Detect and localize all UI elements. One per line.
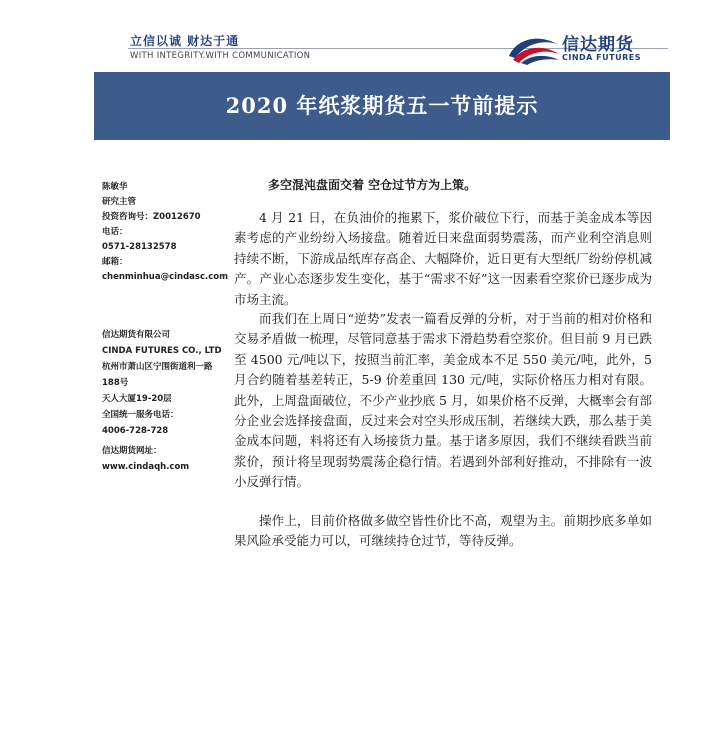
page-title: 2020 年纸浆期货五一节前提示 — [225, 93, 539, 118]
company-name: 信达期货有限公司 — [102, 330, 171, 340]
analyst-role: 研究主管 — [102, 197, 137, 207]
paragraph-1: 4 月 21 日，在负油价的拖累下，浆价破位下行，而基于美金成本等因素考虑的产业纷纷入场接盘。随着近日来盘面弱势震荡，而产业利空消息则持续不断，下游成品纸库存高企、大幅降价，近日更有大型纸厂纷纷停机减产。产业心态逐步发生变化，基于“需求不好”这一因素看空浆价已逐步成为市场主流。 — [234, 210, 652, 307]
paragraph-2: 而我们在上周日“逆势”发表一篇看反弹的分析，对于当前的相对价格和交易矛盾做一梳理，尽管同意基于需求下滑趋势看空浆价。但目前 9 月已跌至 4500 元/吨以下，按照当前汇率，美金成本不足 550 美元/吨，此外，5 月合约随着基差转正，5-9 价差重回 130 元/吨，实际价格压力相对有限。此外，上周盘面破位，不少产业抄底 5 月，如果价格不反弹，大概率会有部分企业会选择接盘面，反过来会对空头形成压制，若继续大跌，那么基于美金成本问题，料将还有入场接货力量。基于诸多原因，我们不继续看跌当前浆价，预计将呈现弱势震荡企稳行情。若遇到外部利好推动，不排除有一波小反弹行情。 — [234, 311, 652, 490]
website-url: www.cindaqh.com — [102, 462, 190, 472]
article-subtitle: 多空混沌盘面交着 空仓过节方为上策。 — [268, 178, 477, 192]
hotline-number: 4006-728-728 — [102, 426, 169, 436]
analyst-license: 投资咨询号：Z0012670 — [102, 212, 201, 222]
paragraph-3: 操作上，目前价格做多做空皆性价比不高，观望为主。前期抄底多单如果风险承受能力可以，可继续持仓过节，等待反弹。 — [234, 513, 652, 549]
hotline-label: 全国统一服务电话： — [102, 410, 179, 420]
logo-text-english: CINDA FUTURES — [562, 53, 641, 62]
logo-text-chinese: 信达期货 — [562, 35, 634, 55]
company-slogan: 立信以诚 财达于通 — [130, 34, 240, 48]
company-slogan-english: WITH INTEGRITY.WITH COMMUNICATION — [130, 51, 311, 61]
phone-number: 0571-28132578 — [102, 242, 177, 252]
company-name-english: CINDA FUTURES CO., LTD — [102, 346, 222, 356]
analyst-name: 陈敏华 — [102, 182, 128, 192]
address-line-2: 188号 — [102, 378, 129, 388]
address-line-3: 天人大厦19-20层 — [102, 394, 172, 404]
address-line-1: 杭州市萧山区宁围街道利一路 — [102, 362, 213, 372]
email-address: chenminhua@cindasc.com — [102, 272, 228, 282]
phone-label: 电话： — [102, 227, 128, 237]
email-label: 邮箱： — [102, 257, 128, 267]
website-label: 信达期货网址： — [102, 446, 162, 456]
